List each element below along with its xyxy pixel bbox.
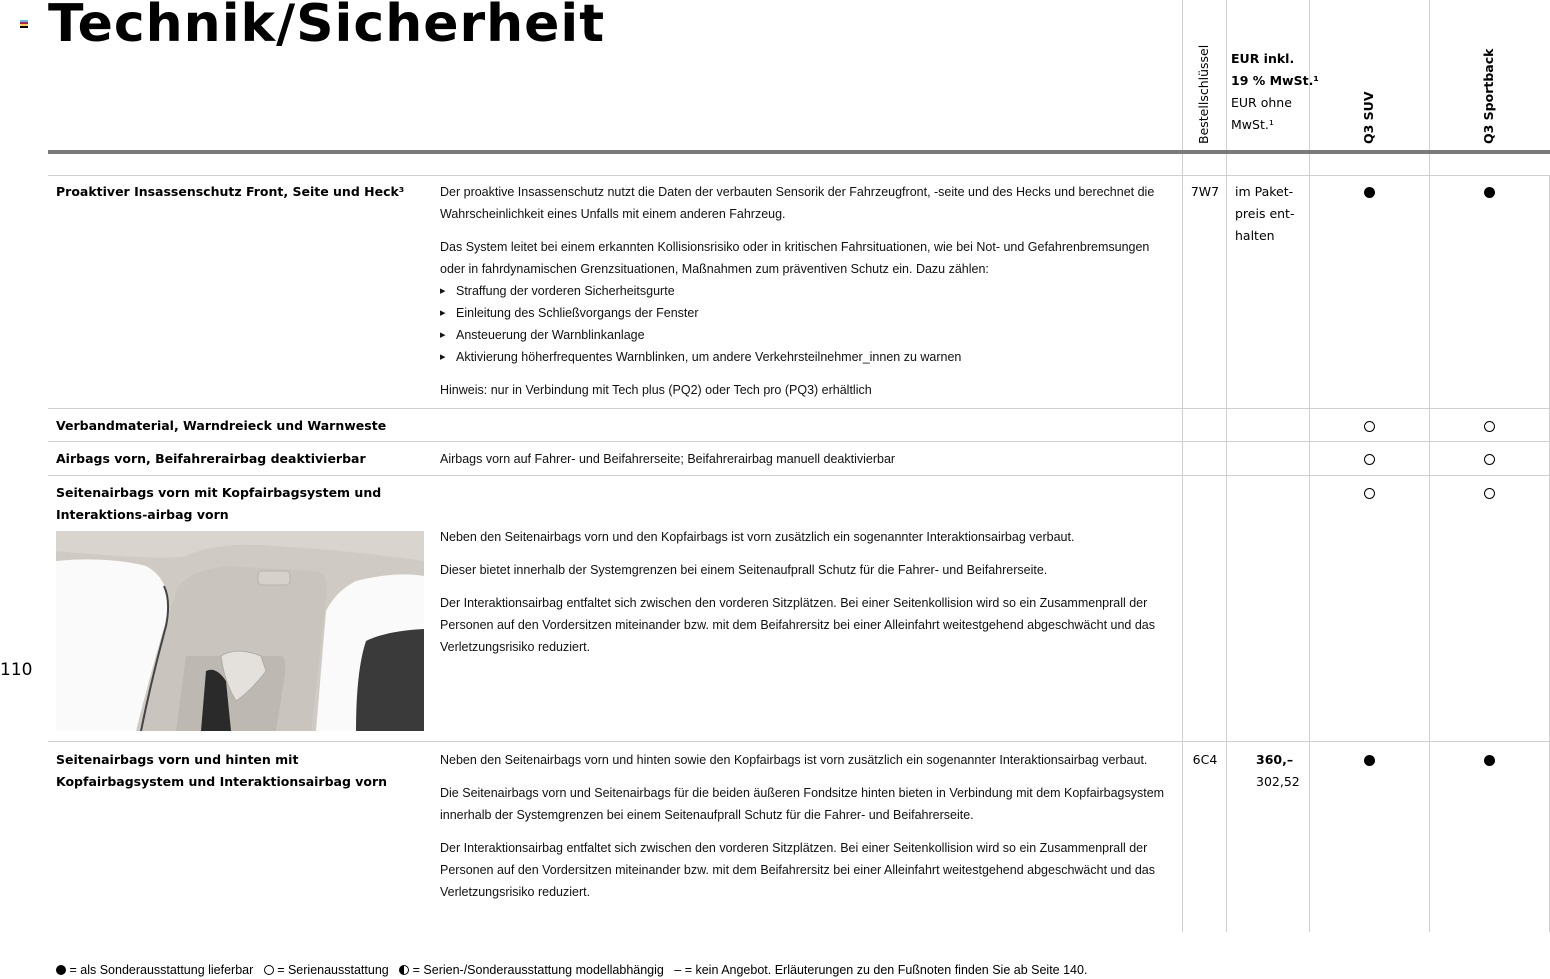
available-optional-icon (1484, 187, 1495, 198)
price-incl-vat: 360,– (1256, 752, 1294, 767)
page-number: 110 (0, 660, 33, 680)
header-price (1231, 48, 1319, 136)
description-paragraph: Dieser bietet innerhalb der Systemgrenzen bei einem Seitenaufprall Schutz für die Fahrer- und Beifahrerseite. (440, 563, 1048, 577)
standard-equipment-icon (1484, 421, 1495, 432)
standard-equipment-icon (1364, 488, 1375, 499)
header-price-excl-1: EUR ohne (1231, 95, 1292, 110)
column-divider (1226, 0, 1227, 932)
header-price-incl-1: EUR inkl. (1231, 51, 1295, 66)
legend (56, 963, 1087, 977)
legend-open: = Serienausstattung (277, 963, 389, 977)
bullet-item: ▸ Einleitung des Schließvorgangs der Fenster (440, 302, 1170, 324)
order-code: 7W7 (1190, 184, 1220, 199)
description-paragraph: Das System leitet bei einem erkannten Kollisionsrisiko oder in kritischen Fahrsituationen, wie bei Not- und Gefahrenbremsungen oder in fahrdynamischen Grenzsituationen, Maßnahmen zum präventiven Schutz ein. Dazu zählen: (440, 240, 1150, 276)
feature-name: Seitenairbags vorn mit Kopfairbagsystem und Interaktions-airbag vorn (56, 485, 382, 522)
bullet-item: ▸ Ansteuerung der Warnblinkanlage (440, 324, 1170, 346)
bullet-item: ▸ Aktivierung höherfrequentes Warnblinken, um andere Verkehrsteilnehmer_innen zu warnen (440, 346, 1170, 368)
header-price-excl-2: MwSt.¹ (1231, 117, 1274, 132)
standard-equipment-icon (1484, 454, 1495, 465)
price: im Paket-preis ent-halten (1235, 184, 1295, 243)
header-model-q3-sportback: Q3 Sportback (1481, 48, 1496, 144)
legend-half: = Serien-/Sonderausstattung modellabhängig (412, 963, 664, 977)
row-divider (48, 741, 1550, 742)
open-circle-icon (264, 965, 274, 975)
standard-equipment-icon (1364, 421, 1375, 432)
feature-description (440, 749, 1170, 914)
standard-equipment-icon (1484, 488, 1495, 499)
description-paragraph: Neben den Seitenairbags vorn und den Kopfairbags ist vorn zusätzlich ein sogenannter Interaktionsairbag verbaut. (440, 530, 1075, 544)
header-price-incl-2: 19 % MwSt.¹ (1231, 73, 1319, 88)
description-paragraph: Der Interaktionsairbag entfaltet sich zwischen den vorderen Sitzplätzen. Bei einer Seitenkollision wird so ein Zusammenprall der Personen auf den Vordersitzen miteinander bzw. mit dem Beifahrersitz bei einer Alleinfahrt weitestgehend abgeschwächt und das Verletzungsrisiko reduziert. (440, 596, 1156, 654)
description-paragraph: Der proaktive Insassenschutz nutzt die Daten der verbauten Sensorik der Fahrzeugfront, -seite und des Hecks und berechnet die Wahrscheinlichkeit eines Unfalls mit einem anderen Fahrzeug. (440, 185, 1155, 221)
feature-name: Proaktiver Insassenschutz Front, Seite und Heck³ (56, 184, 405, 199)
legend-dash: – = kein Angebot. Erläuterungen zu den Fußnoten finden Sie ab Seite 140. (674, 963, 1088, 977)
row-divider (48, 175, 1550, 176)
price-excl-vat: 302,52 (1256, 774, 1300, 789)
feature-description (440, 181, 1170, 412)
feature-name: Seitenairbags vorn und hinten mit Kopfairbagsystem und Interaktionsairbag vorn (56, 752, 388, 789)
interior-b-pillar-photo (56, 531, 424, 731)
available-optional-icon (1364, 755, 1375, 766)
description-paragraph: Die Seitenairbags vorn und Seitenairbags für die beiden äußeren Fondsitze hinten bieten in Verbindung mit dem Kopfairbagsystem innerhalb der Systemgrenzen bei einem Seitenaufprall Schutz für die Fahrer- und Beifahrerseite. (440, 786, 1165, 822)
feature-description (440, 526, 1170, 669)
description-paragraph: Der Interaktionsairbag entfaltet sich zwischen den vorderen Sitzplätzen. Bei einer Seitenkollision wird so ein Zusammenprall der Personen auf den Vordersitzen miteinander bzw. mit dem Beifahrersitz bei einer Alleinfahrt weitestgehend abgeschwächt und das Verletzungsrisiko reduziert. (440, 841, 1156, 899)
feature-description: Airbags vorn auf Fahrer- und Beifahrerseite; Beifahrerairbag manuell deaktivierbar (440, 452, 896, 466)
bullet-item: ▸ Straffung der vorderen Sicherheitsgurte (440, 280, 1170, 302)
standard-equipment-icon (1364, 454, 1375, 465)
column-divider (1429, 0, 1430, 932)
feature-name: Airbags vorn, Beifahrerairbag deaktivierbar (56, 451, 366, 466)
half-circle-icon (399, 965, 409, 975)
row-divider (48, 441, 1550, 442)
bullet-list (440, 280, 1170, 368)
header-rule (48, 150, 1550, 154)
header-order-code: Bestellschlüssel (1196, 44, 1211, 144)
header-model-q3-suv: Q3 SUV (1361, 91, 1376, 144)
description-note: Hinweis: nur in Verbindung mit Tech plus (PQ2) oder Tech pro (PQ3) erhältlich (440, 383, 872, 397)
price (1256, 749, 1328, 793)
description-paragraph: Neben den Seitenairbags vorn und hinten sowie den Kopfairbags ist vorn zusätzlich ein sogenannter Interaktionsairbag verbaut. (440, 753, 1148, 767)
available-optional-icon (1364, 187, 1375, 198)
page-title: Technik/Sicherheit (48, 0, 606, 54)
row-divider (48, 475, 1550, 476)
filled-circle-icon (56, 965, 66, 975)
print-color-mark (20, 20, 28, 28)
available-optional-icon (1484, 755, 1495, 766)
order-code: 6C4 (1192, 752, 1218, 767)
legend-filled: = als Sonderausstattung lieferbar (69, 963, 254, 977)
column-divider (1182, 0, 1183, 932)
feature-name: Verbandmaterial, Warndreieck und Warnweste (56, 418, 387, 433)
